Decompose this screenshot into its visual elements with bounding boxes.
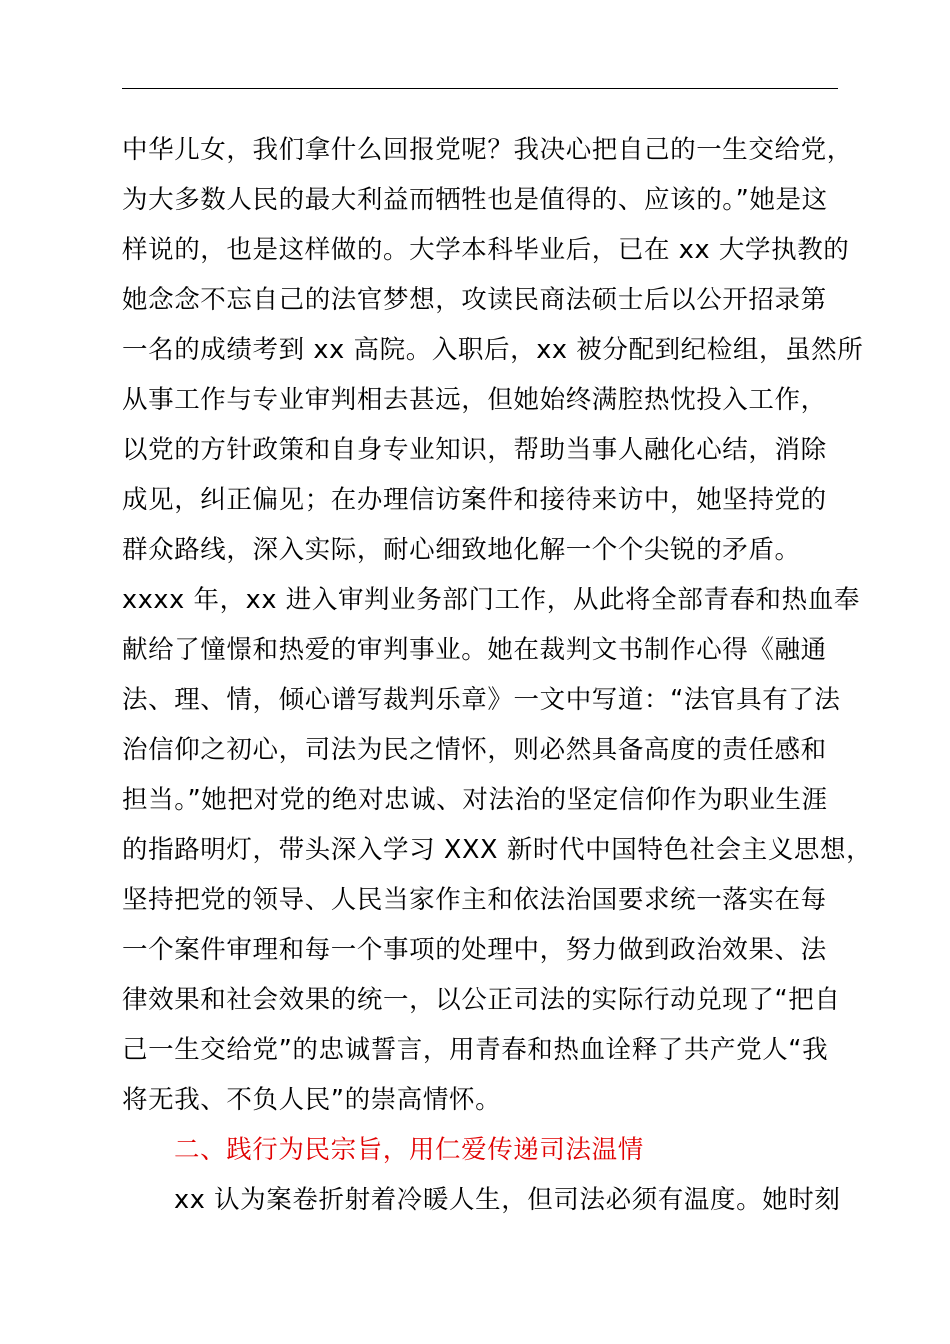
paragraph-line: 法、理、情，倾心谱写裁判乐章》一文中写道：“法官具有了法 — [122, 685, 841, 715]
paragraph-line: 坚持把党的领导、人民当家作主和依法治国要求统一落实在每 — [122, 885, 827, 915]
paragraph-line: 己一生交给党”的忠诚誓言，用青春和热血诠释了共产党人“我 — [122, 1035, 829, 1065]
paragraph-line: xxxx 年，xx 进入审判业务部门工作，从此将全部青春和热血奉 — [122, 585, 860, 615]
paragraph-line: 担当。”她把对党的绝对忠诚、对法治的坚定信仰作为职业生涯 — [122, 785, 828, 815]
paragraph-line: 一个案件审理和每一个事项的处理中，努力做到政治效果、法 — [122, 935, 827, 965]
paragraph-line: 的指路明灯，带头深入学习 XXX 新时代中国特色社会主义思想， — [122, 835, 873, 865]
header-rule — [122, 88, 838, 89]
paragraph-line: 成见，纠正偏见；在办理信访案件和接待来访中，她坚持党的 — [122, 485, 827, 515]
paragraph-line: 一名的成绩考到 xx 高院。入职后，xx 被分配到纪检组，虽然所 — [122, 335, 864, 365]
body-text — [122, 125, 873, 1225]
paragraph-line: 律效果和社会效果的统一，以公正司法的实际行动兑现了“把自 — [122, 985, 841, 1015]
paragraph-line: 样说的，也是这样做的。大学本科毕业后，已在 xx 大学执教的 — [122, 235, 850, 265]
paragraph-line: 治信仰之初心，司法为民之情怀，则必然具备高度的责任感和 — [122, 735, 827, 765]
paragraph-line: 中华儿女，我们拿什么回报党呢？我决心把自己的一生交给党， — [122, 135, 853, 165]
paragraph-line: 将无我、不负人民”的崇高情怀。 — [122, 1085, 502, 1115]
paragraph-line: 从事工作与专业审判相去甚远，但她始终满腔热忱投入工作， — [122, 385, 827, 415]
paragraph-line: 献给了憧憬和热爱的审判事业。她在裁判文书制作心得《融通 — [122, 635, 827, 665]
section-heading: 二、践行为民宗旨，用仁爱传递司法温情 — [174, 1135, 644, 1165]
paragraph-line: 以党的方针政策和自身专业知识，帮助当事人融化心结，消除 — [122, 435, 827, 465]
paragraph-line: 她念念不忘自己的法官梦想，攻读民商法硕士后以公开招录第 — [122, 285, 827, 315]
paragraph-line: xx 认为案卷折射着冷暖人生，但司法必须有温度。她时刻 — [174, 1185, 841, 1215]
paragraph-line: 为大多数人民的最大利益而牺牲也是值得的、应该的。”她是这 — [122, 185, 828, 215]
paragraph-line: 群众路线，深入实际，耐心细致地化解一个个尖锐的矛盾。 — [122, 535, 801, 565]
